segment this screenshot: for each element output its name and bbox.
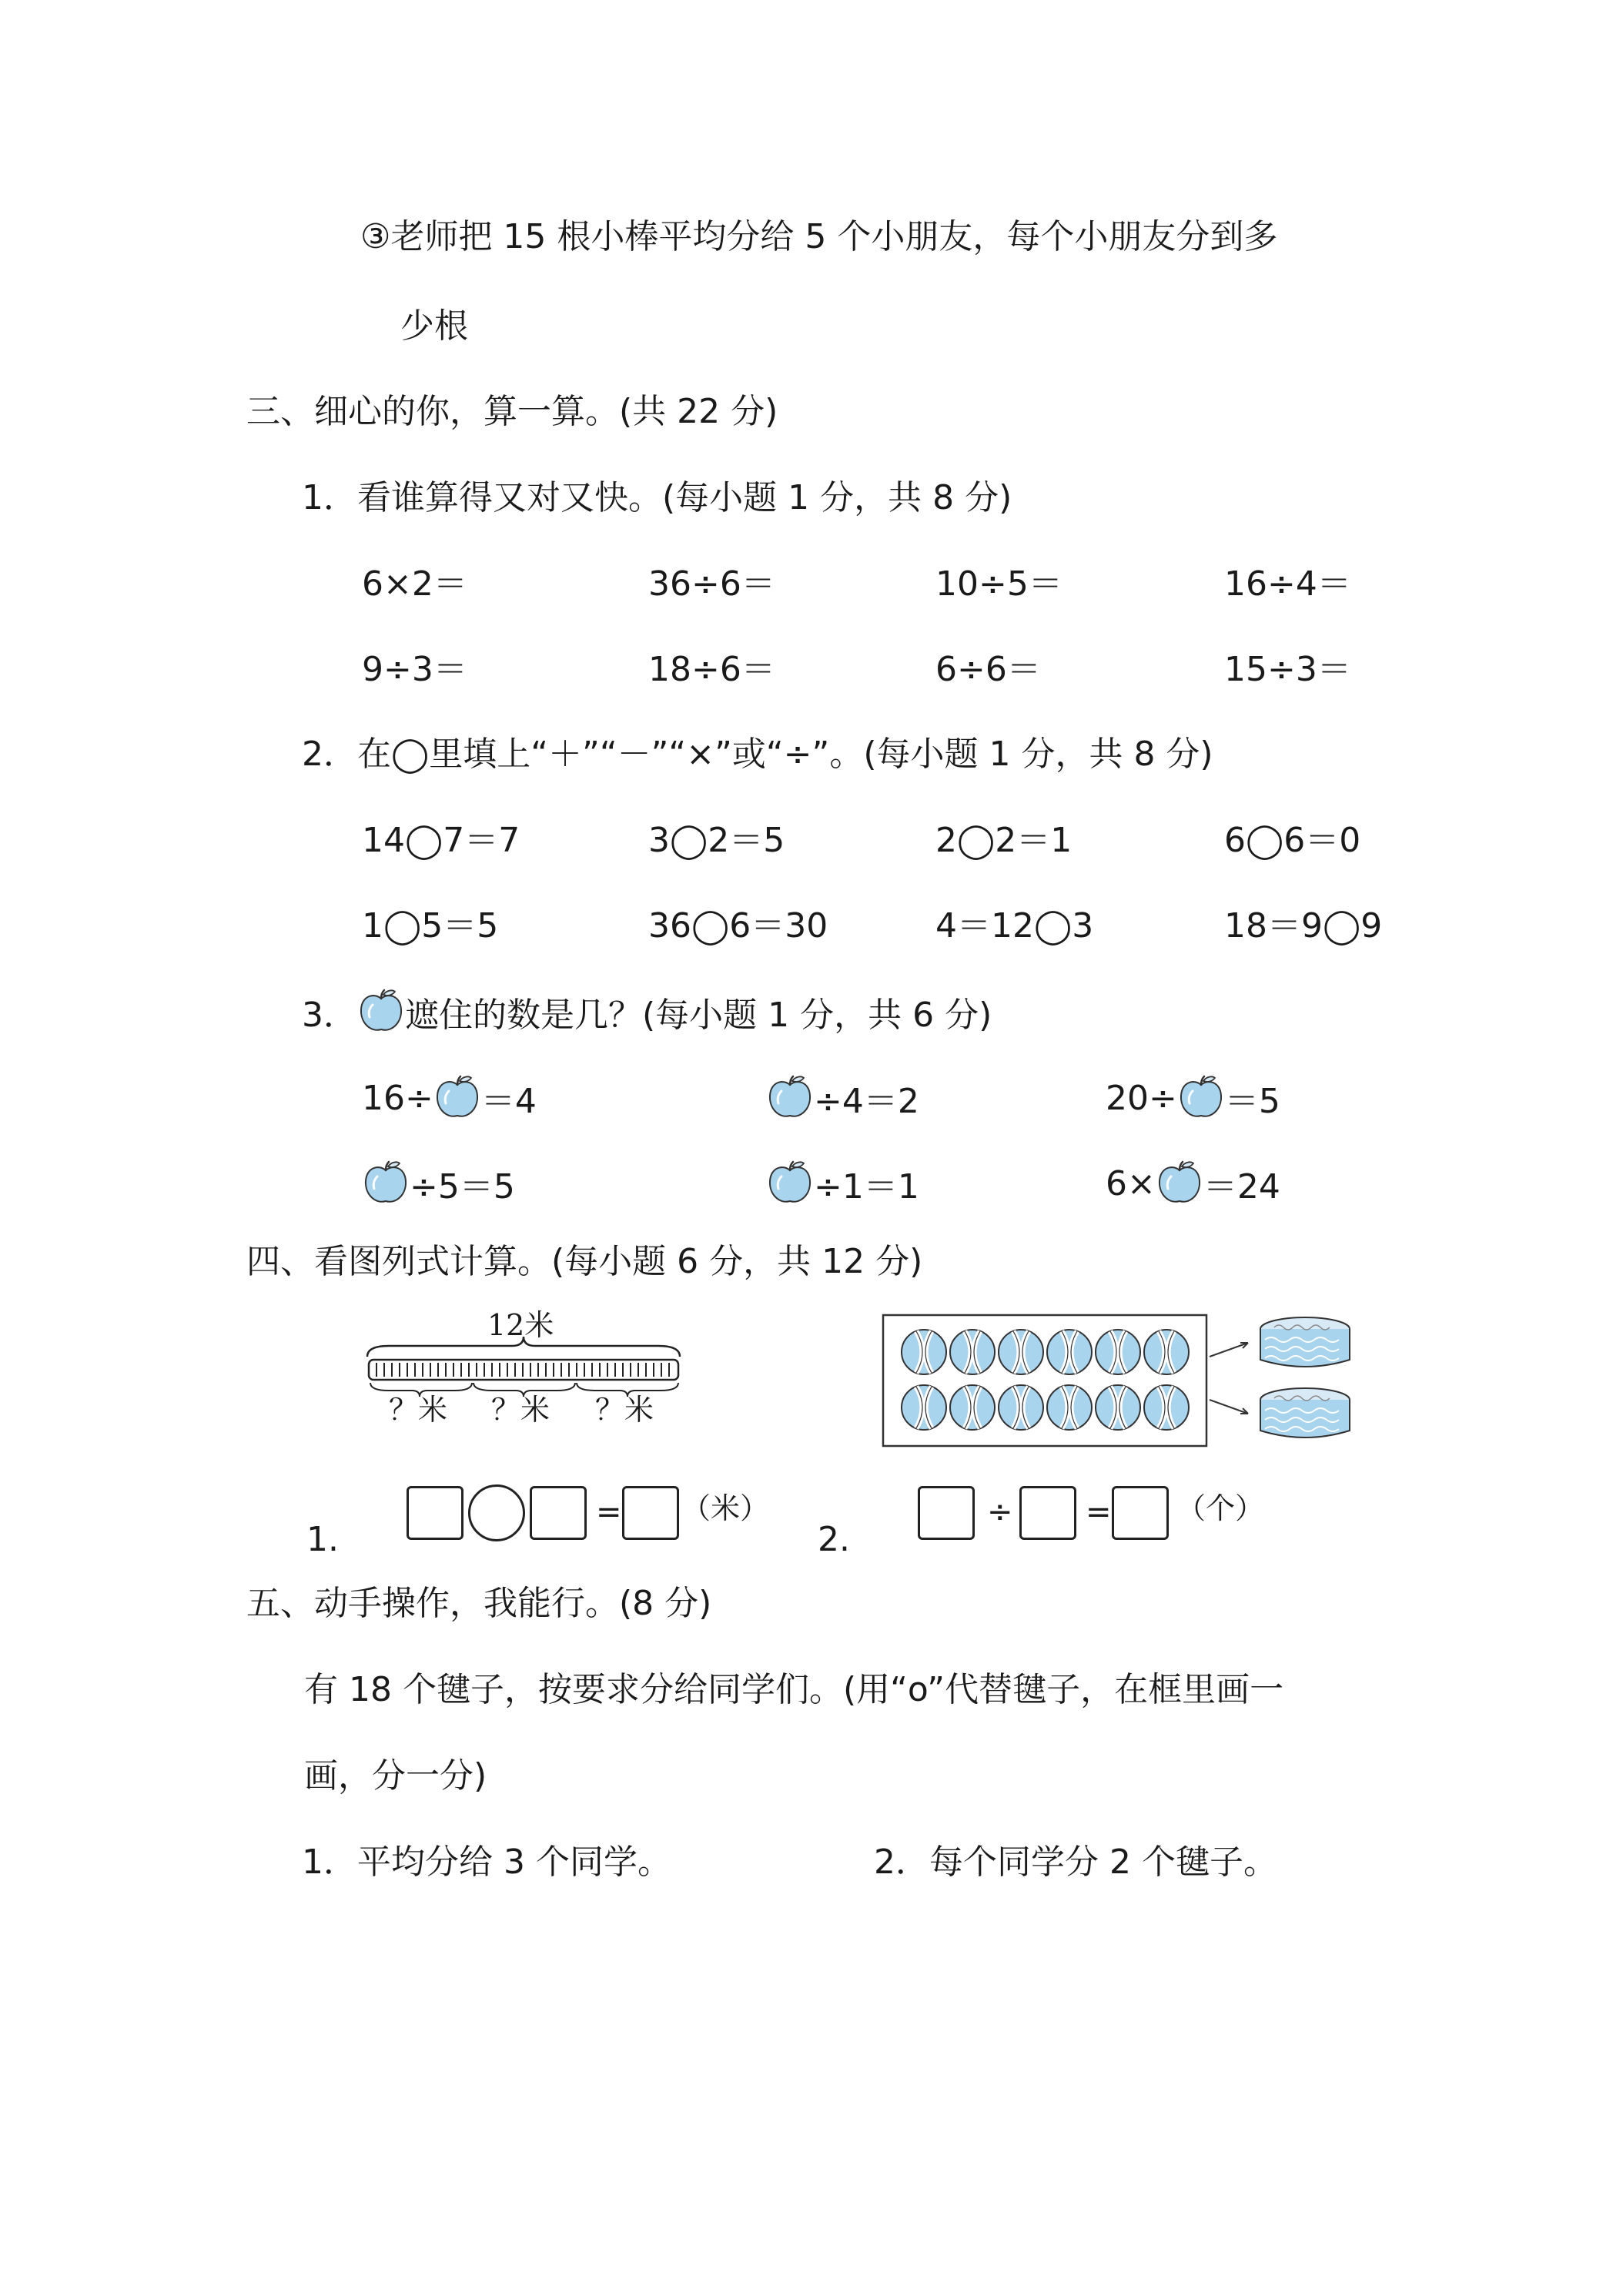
section-5-desc-line2: 画，分一分) — [304, 1756, 487, 1796]
equals-sign: = — [596, 1494, 622, 1530]
operator-item: 36◯6＝30 — [648, 906, 828, 946]
balls-figure — [882, 1314, 1359, 1449]
section-5-q2: 2．每个同学分 2 个毽子。 — [874, 1842, 1277, 1882]
equals-sign: = — [1086, 1494, 1112, 1530]
operator-item: 4＝12◯3 — [935, 906, 1094, 946]
operator-item: 3◯2＝5 — [648, 821, 785, 860]
section-5-title: 五、动手操作，我能行。(8 分) — [246, 1584, 712, 1623]
apple-equation — [362, 1159, 515, 1208]
calc-item: 6÷6＝ — [935, 650, 1041, 689]
apple-equation — [1106, 1073, 1280, 1123]
apple-icon — [766, 1074, 814, 1122]
operator-item: 1◯5＝5 — [362, 906, 499, 946]
calc-item: 6×2＝ — [362, 564, 467, 604]
answer-box[interactable] — [530, 1486, 587, 1540]
segment-label: ？米 — [491, 1393, 550, 1427]
equation-suffix: ÷4＝2 — [814, 1082, 919, 1121]
section-3-title: 三、细心的你，算一算。(共 22 分) — [246, 392, 778, 431]
unit-piece: （个） — [1176, 1491, 1265, 1525]
operator-circle[interactable] — [468, 1484, 525, 1541]
operator-item: 14◯7＝7 — [362, 821, 520, 860]
section-4-title: 四、看图列式计算。(每小题 6 分，共 12 分) — [246, 1242, 923, 1281]
equation-suffix: ÷5＝5 — [410, 1167, 515, 1207]
apple-equation — [766, 1159, 919, 1208]
operator-item: 18＝9◯9 — [1224, 906, 1383, 946]
answer-box[interactable] — [918, 1486, 975, 1540]
calc-item: 9÷3＝ — [362, 650, 467, 689]
calc-item: 16÷4＝ — [1224, 564, 1351, 604]
apple-icon — [362, 1160, 410, 1207]
answer-box[interactable] — [622, 1486, 679, 1540]
rope-figure — [366, 1309, 681, 1432]
equation-prefix: 6× — [1106, 1163, 1156, 1203]
segment-label: ？米 — [389, 1393, 448, 1427]
section-5-desc-line1: 有 18 个毽子，按要求分给同学们。(用“o”代替毽子，在框里画一 — [304, 1670, 1284, 1709]
answer-box[interactable] — [1112, 1486, 1169, 1540]
equation-prefix: 16÷ — [362, 1078, 433, 1118]
q3-number: 3． — [302, 996, 357, 1035]
section-5-q1: 1．平均分给 3 个同学。 — [302, 1842, 671, 1882]
operator-item: 2◯2＝1 — [935, 821, 1073, 860]
equation-suffix: ＝5 — [1224, 1082, 1280, 1121]
q3-title-text: 遮住的数是几？(每小题 1 分，共 6 分) — [405, 996, 992, 1035]
calc-item: 18÷6＝ — [648, 650, 775, 689]
apple-equation — [766, 1073, 919, 1123]
apple-icon — [1156, 1160, 1203, 1207]
equation-prefix: 20÷ — [1106, 1078, 1177, 1118]
unit-meter: （米） — [681, 1491, 770, 1525]
answer-box[interactable] — [1019, 1486, 1076, 1540]
calc-item: 15÷3＝ — [1224, 650, 1351, 689]
fig-q2-number: 2. — [818, 1520, 850, 1559]
total-length-label: 12米 — [487, 1308, 554, 1342]
section-3-q2-title: 2．在◯里填上“＋”“－”“×”或“÷”。(每小题 1 分，共 8 分) — [302, 735, 1213, 774]
apple-icon — [1177, 1074, 1225, 1122]
apple-equation — [362, 1073, 537, 1123]
segment-label: ？米 — [595, 1393, 654, 1427]
answer-box[interactable] — [407, 1486, 463, 1540]
section-3-q3-title — [302, 987, 992, 1036]
equation-suffix: ＝4 — [480, 1082, 537, 1121]
question-3-line1: ③老师把 15 根小棒平均分给 5 个小朋友，每个小朋友分到多 — [360, 217, 1278, 256]
operator-item: 6◯6＝0 — [1224, 821, 1361, 860]
apple-icon — [433, 1074, 481, 1122]
equation-suffix: ÷1＝1 — [814, 1167, 919, 1207]
apple-equation — [1106, 1159, 1280, 1208]
calc-item: 36÷6＝ — [648, 564, 775, 604]
equation-suffix: ＝24 — [1203, 1167, 1280, 1207]
balls-baskets-diagram — [882, 1314, 1359, 1449]
fig-q1-number: 1. — [306, 1520, 339, 1559]
section-3-q1-title: 1．看谁算得又对又快。(每小题 1 分，共 8 分) — [302, 478, 1012, 517]
calc-item: 10÷5＝ — [935, 564, 1062, 604]
question-3-line2: 少根 — [400, 306, 468, 346]
apple-icon — [766, 1160, 814, 1207]
divide-sign: ÷ — [987, 1494, 1013, 1530]
apple-icon — [357, 988, 405, 1036]
